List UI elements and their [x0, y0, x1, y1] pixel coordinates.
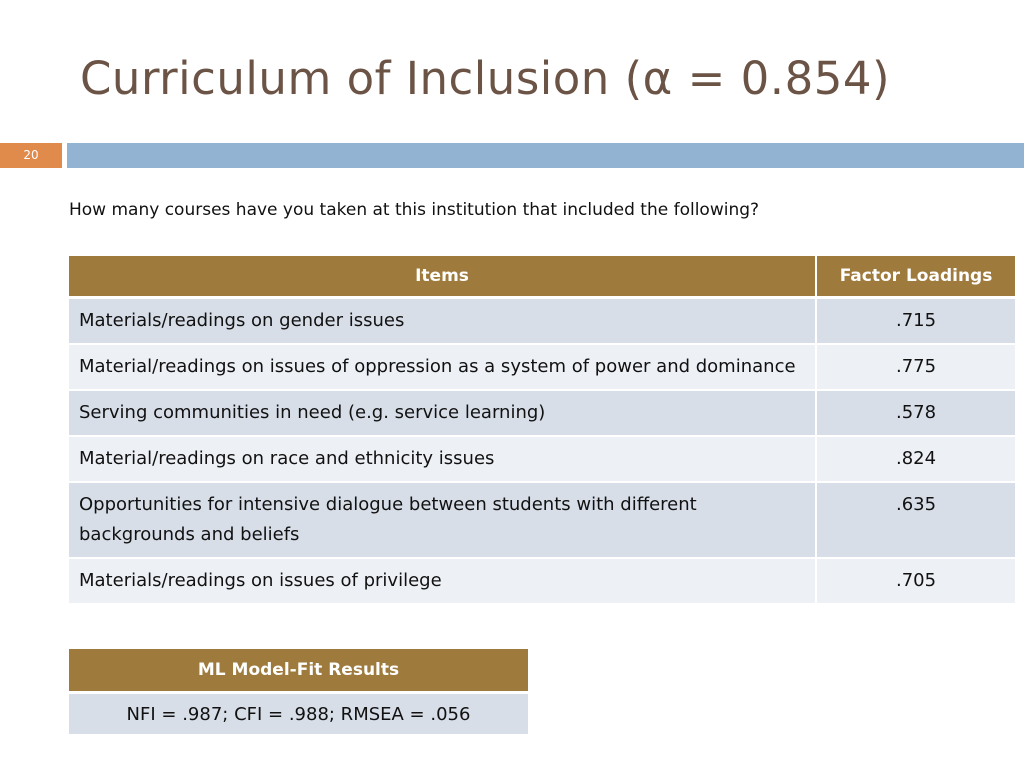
table-header-row — [69, 256, 1015, 298]
item-cell: Material/readings on race and ethnicity issues — [69, 436, 816, 482]
loading-cell: .578 — [816, 390, 1015, 436]
accent-bar — [67, 143, 1024, 168]
item-cell: Material/readings on issues of oppression as a system of power and dominance — [69, 344, 816, 390]
loading-cell: .635 — [816, 482, 1015, 558]
table-row — [69, 344, 1015, 390]
table-row — [69, 390, 1015, 436]
fit-header-row — [69, 649, 528, 693]
model-fit-values: NFI = .987; CFI = .988; RMSEA = .056 — [69, 693, 528, 735]
model-fit-table — [69, 649, 528, 734]
factor-loadings-table — [69, 256, 1015, 605]
model-fit-header: ML Model-Fit Results — [69, 649, 528, 693]
fit-value-row — [69, 693, 528, 735]
loading-cell: .705 — [816, 558, 1015, 604]
table-row — [69, 558, 1015, 604]
item-cell: Materials/readings on issues of privilege — [69, 558, 816, 604]
loading-cell: .775 — [816, 344, 1015, 390]
loading-cell: .715 — [816, 298, 1015, 345]
items-column-header: Items — [69, 256, 816, 298]
slide-title: Curriculum of Inclusion (α = 0.854) — [80, 52, 891, 105]
item-cell: Materials/readings on gender issues — [69, 298, 816, 345]
table-row — [69, 298, 1015, 345]
item-cell: Opportunities for intensive dialogue between students with different backgrounds and beliefs — [69, 482, 816, 558]
table-row — [69, 436, 1015, 482]
survey-question: How many courses have you taken at this institution that included the following? — [69, 200, 760, 220]
item-cell: Serving communities in need (e.g. service learning) — [69, 390, 816, 436]
loading-cell: .824 — [816, 436, 1015, 482]
slide-number: 20 — [0, 143, 62, 168]
table-row — [69, 482, 1015, 558]
factor-loadings-column-header: Factor Loadings — [816, 256, 1015, 298]
